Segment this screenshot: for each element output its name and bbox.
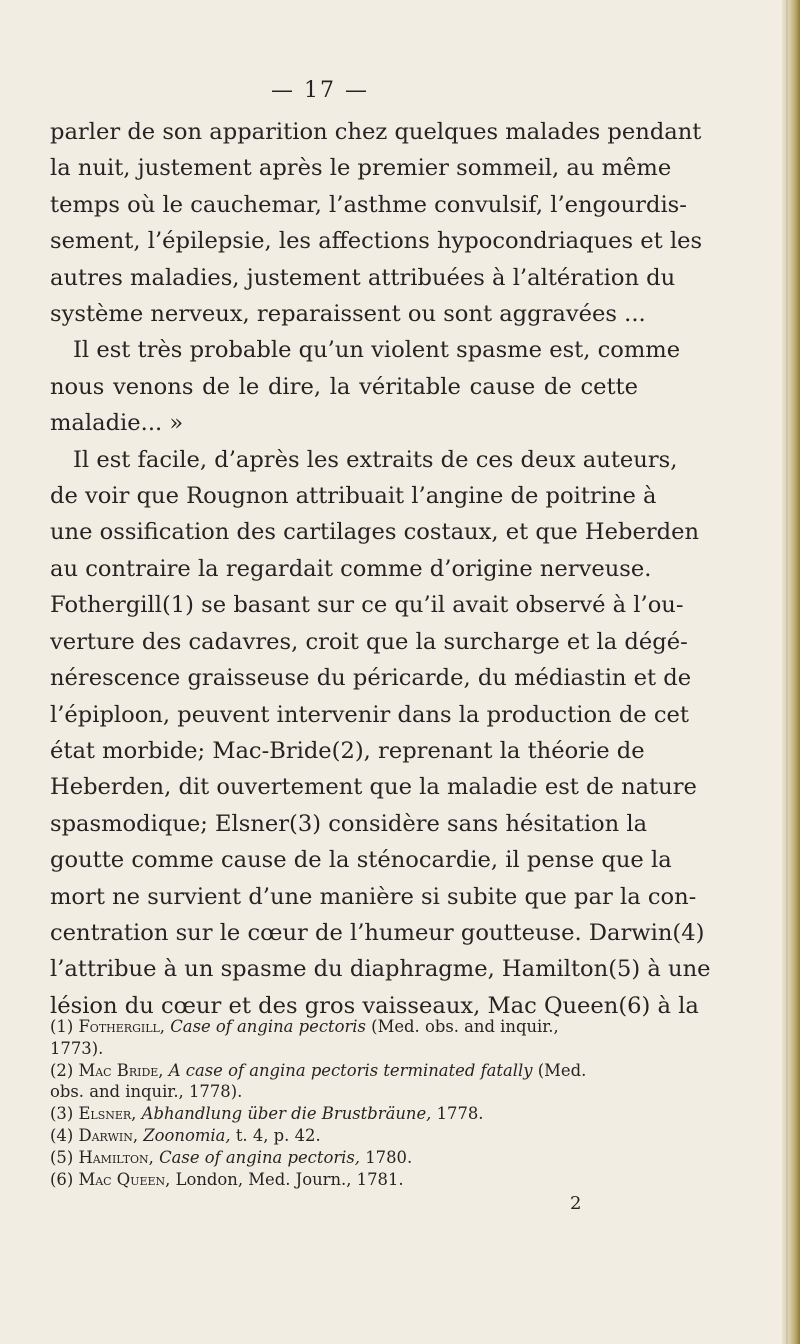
signature-mark: 2 — [570, 1193, 582, 1214]
page-edge-line — [786, 0, 788, 1344]
page-number: — 17 — — [271, 78, 369, 103]
text-line: sement, l’épilepsie, les affections hypocondriaques et les — [50, 228, 703, 255]
footnote-source: 1778. — [436, 1104, 484, 1124]
text-line: parler de son apparition chez quelques malades pendant — [50, 119, 702, 145]
footnote-number: (2) — [50, 1060, 74, 1080]
footnote-author: Darwin, — [78, 1125, 139, 1145]
footnote-number: (5) — [50, 1147, 74, 1167]
text-line: la nuit, justement après le premier sommeil, au même — [50, 155, 672, 182]
text-line: centration sur le cœur de l’humeur goutteuse. Darwin(4) — [50, 919, 705, 946]
footnote-number: (3) — [50, 1104, 74, 1124]
footnote-author: Mac Bride, — [78, 1060, 164, 1080]
text-line: l’épiploon, peuvent intervenir dans la production de cet — [50, 701, 689, 728]
footnote — [50, 1125, 640, 1147]
text-line: Il est très probable qu’un violent spasme est, comme — [73, 337, 681, 364]
footnote-title: A case of angina pectoris terminated fatally — [168, 1060, 533, 1080]
text-line: lésion du cœur et des gros vaisseaux, Mac Queen(6) à la — [50, 992, 699, 1019]
footnote-title: Case of angina pectoris, — [159, 1147, 361, 1167]
text-line: de voir que Rougnon attribuait l’angine de poitrine à — [50, 483, 657, 510]
footnote — [50, 1103, 640, 1125]
footnote-title: Case of angina pectoris — [170, 1017, 366, 1036]
page-edge — [782, 0, 800, 1344]
footnote — [50, 1169, 640, 1191]
footnote-source: London, Med. Journ., 1781. — [175, 1169, 404, 1189]
footnote-title: Abhandlung über die Brustbräune, — [141, 1104, 432, 1124]
footnote — [50, 1060, 640, 1082]
footnote-author: Mac Queen, — [78, 1169, 171, 1189]
text-line: autres maladies, justement attribuées à l’altération du — [50, 264, 676, 291]
text-line: une ossification des cartilages costaux, et que Heberden — [50, 519, 700, 546]
text-line: maladie... » — [50, 410, 184, 437]
footnote-number: (1) — [50, 1017, 74, 1036]
body-text — [50, 114, 711, 1024]
footnote-number: (6) — [50, 1169, 74, 1189]
footnote-source: (Med. obs. and inquir., — [371, 1017, 559, 1036]
footnote-author: Elsner, — [78, 1104, 137, 1124]
text-line: système nerveux, reparaissent ou sont aggravées ... — [50, 301, 646, 328]
footnote-source: (Med. — [537, 1060, 587, 1080]
text-line: mort ne survient d’une manière si subite que par la con- — [50, 883, 697, 910]
text-line: nous venons de le dire, la véritable cause de cette — [50, 373, 638, 400]
text-line: verture des cadavres, croit que la surcharge et la dégé- — [50, 628, 688, 655]
text-line: temps où le cauchemar, l’asthme convulsif, l’engourdis- — [50, 191, 687, 218]
text-line: Heberden, dit ouvertement que la maladie est de nature — [50, 774, 697, 801]
footnotes — [50, 1016, 640, 1190]
text-line: au contraire la regardait comme d’origine nerveuse. — [50, 555, 652, 582]
footnote-continuation: obs. and inquir., 1778). — [50, 1082, 243, 1102]
footnote-source: 1780. — [365, 1147, 413, 1167]
footnote-author: Hamilton, — [78, 1147, 154, 1167]
footnote — [50, 1147, 640, 1169]
footnote-author: Fothergill, — [78, 1017, 166, 1036]
footnote-title: Zoonomia, — [143, 1125, 231, 1145]
text-line: nérescence graisseuse du péricarde, du médiastin et de — [50, 665, 692, 692]
text-line: Fothergill(1) se basant sur ce qu’il avait observé à l’ou- — [50, 592, 684, 619]
footnote-number: (4) — [50, 1125, 74, 1145]
footnote-source: t. 4, p. 42. — [235, 1125, 321, 1145]
footnote — [50, 1016, 640, 1038]
footnote-continuation: 1773). — [50, 1038, 104, 1058]
text-line: l’attribue à un spasme du diaphragme, Hamilton(5) à une — [50, 956, 711, 983]
text-line: goutte comme cause de la sténocardie, il pense que la — [50, 847, 672, 874]
text-line: spasmodique; Elsner(3) considère sans hésitation la — [50, 810, 648, 837]
text-line: Il est facile, d’après les extraits de ces deux auteurs, — [73, 446, 678, 473]
text-line: état morbide; Mac-Bride(2), reprenant la théorie de — [50, 737, 645, 764]
